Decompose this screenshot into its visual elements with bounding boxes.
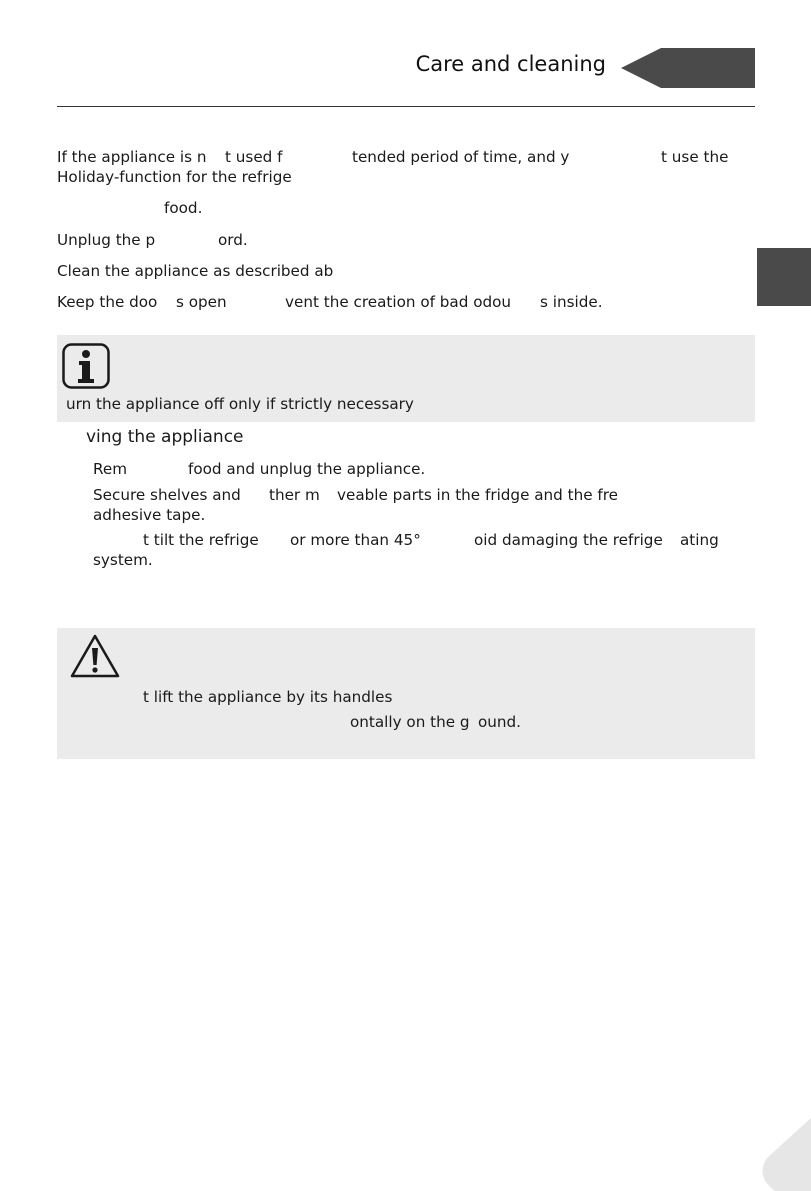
moving-item2-c: veable parts in the fridge and the fre [337,486,618,504]
moving-item2-d: adhesive tape. [93,506,206,524]
moving-heading: ving the appliance [86,427,244,447]
page-title: Care and cleaning [415,52,606,76]
info-icon [62,343,110,389]
keep-text-d: s inside. [540,293,603,311]
moving-item2-b: ther m [269,486,320,504]
info-note-text: urn the appliance off only if strictly necessary [66,395,414,413]
keep-text-c: vent the creation of bad odou [285,293,512,311]
moving-item2-a: Secure shelves and [93,486,241,504]
moving-item3-a: t tilt the refrige [143,531,259,549]
moving-item1-a: Rem [93,460,128,478]
page-corner-decoration [761,1118,811,1191]
warning-text-2b: ound. [478,713,522,731]
unplug-text-b: ord. [218,231,248,249]
holiday-text-1b: t used f [225,148,283,166]
keep-text-b: s open [176,293,227,311]
moving-item3-b: or more than 45° [290,531,421,549]
moving-item3-d: ating [680,531,719,549]
holiday-food: food. [164,199,203,217]
holiday-text-2: Holiday-function for the refrige [57,168,292,186]
moving-item1-b: food and unplug the appliance. [188,460,426,478]
side-thumb-tab [757,248,811,306]
moving-item3-e: system. [93,551,153,569]
holiday-text-1d: t use the [661,148,729,166]
warning-icon [69,633,121,679]
clean-text: Clean the appliance as described ab [57,262,334,280]
warning-text-2: ontally on the g [350,713,470,731]
warning-text-1: t lift the appliance by its handles [143,688,393,706]
holiday-text-1a: If the appliance is n [57,148,207,166]
holiday-text-1c: tended period of time, and y [352,148,570,166]
header-divider [57,106,755,107]
section-tab-arrow [621,48,755,88]
keep-text-a: Keep the doo [57,293,158,311]
unplug-text-a: Unplug the p [57,231,156,249]
moving-item3-c: oid damaging the refrige [474,531,663,549]
